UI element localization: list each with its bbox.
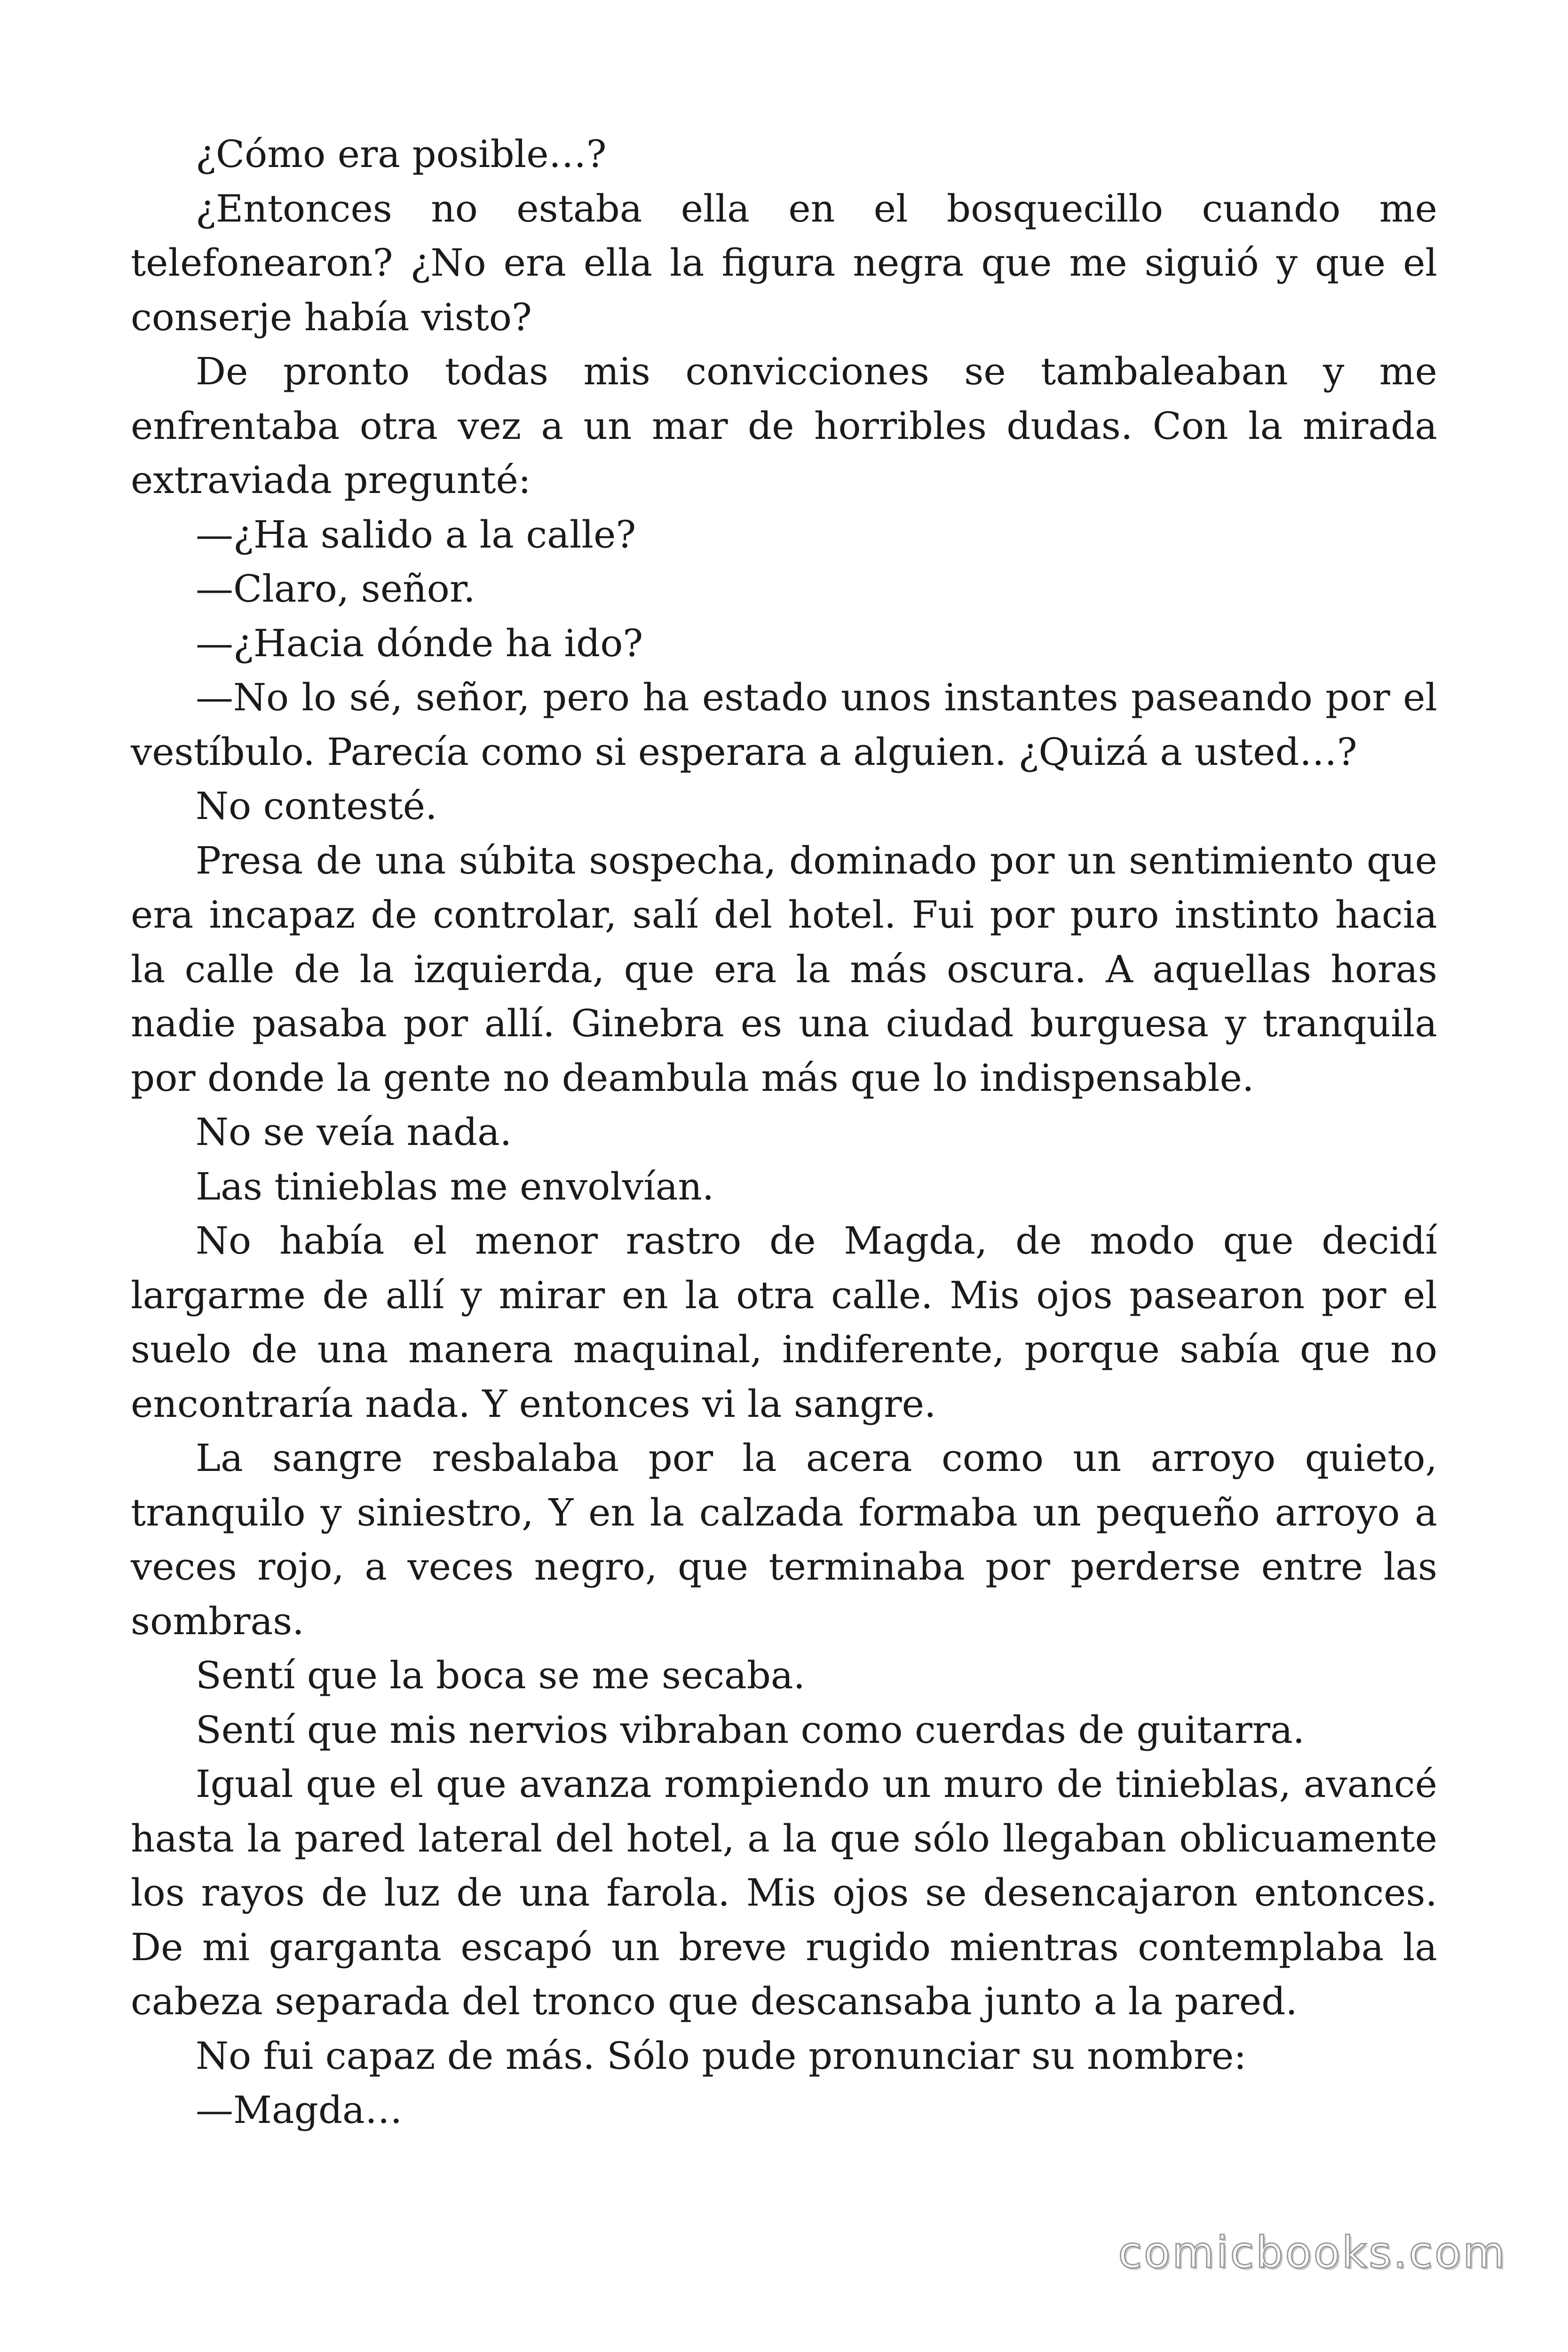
paragraph: De pronto todas mis convicciones se tambaleaban y me enfrentaba otra vez a un mar de horribles dudas. Con la mirada extraviada pregunté: <box>131 350 1437 502</box>
paragraph: Presa de una súbita sospecha, dominado por un sentimiento que era incapaz de controlar, salí del hotel. Fui por puro instinto hacia la calle de la izquierda, que era la más oscura. A aquellas horas nadie pasaba por allí. Ginebra es una ciudad burguesa y tranquila por donde la gente no deambula más que lo indispensable. <box>131 838 1437 1100</box>
paragraph: Igual que el que avanza rompiendo un muro de tinieblas, avancé hasta la pared lateral del hotel, a la que sólo llegaban oblicuamente los rayos de luz de una farola. Mis ojos se desencajaron entonces. De mi garganta escapó un breve rugido mientras contemplaba la cabeza separada del tronco que descansaba junto a la pared. <box>131 1762 1437 2023</box>
paragraph: Sentí que mis nervios vibraban como cuerdas de guitarra. <box>196 1708 1305 1752</box>
dialogue-line: —¿Hacia dónde ha ido? <box>196 621 643 665</box>
dialogue-line: —No lo sé, señor, pero ha estado unos instantes paseando por el vestíbulo. Parecía como si esperara a alguien. ¿Quizá a usted…? <box>131 675 1437 774</box>
dialogue-line: —¿Ha salido a la calle? <box>196 512 636 556</box>
paragraph: No había el menor rastro de Magda, de modo que decidí largarme de allí y mirar en la otra calle. Mis ojos pasearon por el suelo de una manera maquinal, indiferente, porque sabía que no encontraría nada. Y entonces vi la sangre. <box>131 1219 1437 1426</box>
paragraph: No se veía nada. <box>196 1110 512 1154</box>
paragraph: No contesté. <box>196 784 437 828</box>
paragraph: Las tinieblas me envolvían. <box>196 1164 714 1208</box>
dialogue-line: —Magda… <box>196 2088 403 2132</box>
watermark-logo: comicbooks.com <box>1118 2227 1507 2278</box>
paragraph: No fui capaz de más. Sólo pude pronunciar su nombre: <box>196 2034 1247 2078</box>
paragraph: Sentí que la boca se me secaba. <box>196 1653 806 1697</box>
paragraph: ¿Entonces no estaba ella en el bosquecillo cuando me telefonearon? ¿No era ella la figura negra que me siguió y que el conserje había visto? <box>131 186 1437 339</box>
paragraph: ¿Cómo era posible…? <box>196 132 607 176</box>
body-text <box>131 127 1437 2137</box>
dialogue-line: —Claro, señor. <box>196 567 475 611</box>
paragraph: La sangre resbalaba por la acera como un arroyo quieto, tranquilo y siniestro, Y en la calzada formaba un pequeño arroyo a veces rojo, a veces negro, que terminaba por perderse entre las sombras. <box>131 1436 1437 1643</box>
